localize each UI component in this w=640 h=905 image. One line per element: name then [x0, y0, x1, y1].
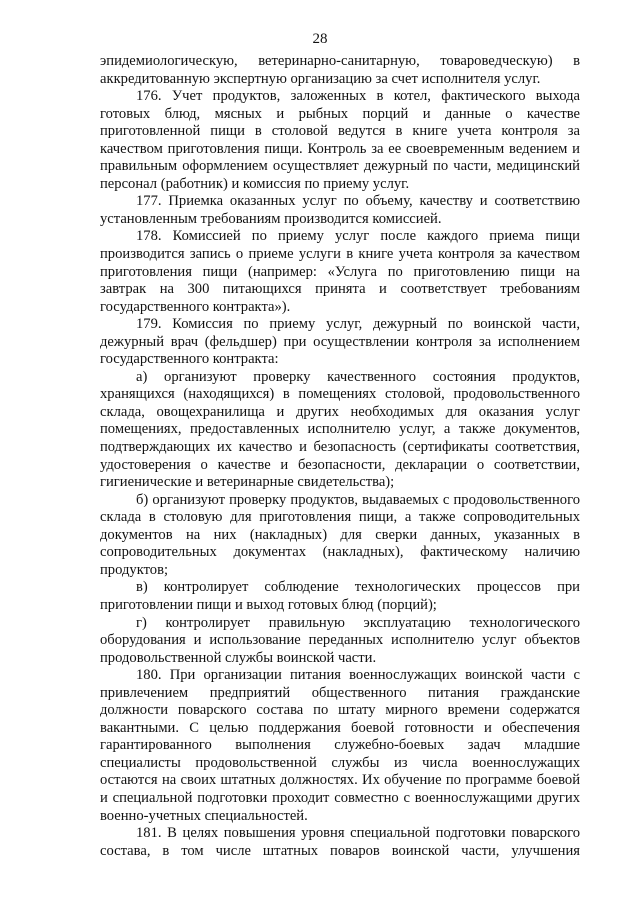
- page-number: 28: [312, 31, 328, 47]
- list-item-g: г) контролирует правильную эксплуатацию технологического оборудования и использование переданных исполнителю услуг объектов продовольственной службы воинской части.: [100, 614, 580, 666]
- paragraph-176: 176. Учет продуктов, заложенных в котел, фактического выхода готовых блюд, мясных и рыбных порций и данные о качестве приготовленной пищи в столовой ведутся в книге учета контроля за качеством приготовления пищи. Контроль за ее своевременным ведением и правильным оформлением осуществляет дежурный по части, медицинский персонал (работник) и комиссия по приему услуг.: [100, 88, 580, 192]
- paragraph-continuation: эпидемиологическую, ветеринарно-санитарную, товароведческую) в аккредитованную экспертную организацию за счет исполнителя услуг.: [100, 53, 580, 87]
- paragraph-178: 178. Комиссией по приему услуг после каждого приема пищи производится запись о приеме услуги в книге учета контроля за качеством приготовления пищи (например: «Услуга по приготовлению пищи на завтрак на 300 питающихся принята и соответствует требованиям государственного контракта»).: [100, 228, 580, 315]
- list-item-v: в) контролирует соблюдение технологических процессов при приготовлении пищи и выход готовых блюд (порций);: [100, 579, 580, 613]
- paragraph-179: 179. Комиссия по приему услуг, дежурный по воинской части, дежурный врач (фельдшер) при осуществлении контроля за исполнением государственного контракта:: [100, 316, 580, 368]
- paragraph-180: 180. При организации питания военнослужащих воинской части с привлечением предприятий общественного питания гражданские должности поварского состава по штату мирного времени содержатся вакантными. С целью поддержания боевой готовности и обеспечения гарантированного выполнения служебно-боевых задач младшие специалисты продовольственной службы из числа военнослужащих остаются на своих штатных должностях. Их обучение по программе боевой и специальной подготовки проходит совместно с военнослужащими других военно-учетных специальностей.: [100, 667, 580, 824]
- list-item-a: а) организуют проверку качественного состояния продуктов, хранящихся (находящихся) в помещениях столовой, продовольственного склада, овощехранилища и других необходимых для оказания услуг помещениях, предоставленных исполнителю услуг, а также документов, подтверждающих их качество и безопасность (сертификаты соответствия, удостоверения о качестве и безопасности, декларации о соответствии, гигиенические и ветеринарные свидетельства);: [100, 368, 580, 491]
- paragraph-181: 181. В целях повышения уровня специальной подготовки поварского состава, в том числе штатных поваров воинской части, улучшения: [100, 825, 580, 859]
- list-item-b: б) организуют проверку продуктов, выдаваемых с продовольственного склада в столовую для приготовления пищи, а также сопроводительных документов на них (накладных) для сверки данных, указанных в сопроводительных документах (накладных), фактическому наличию продуктов;: [100, 491, 580, 578]
- document-body: [100, 53, 580, 860]
- paragraph-177: 177. Приемка оказанных услуг по объему, качеству и соответствию установленным требованиям производится комиссией.: [100, 193, 580, 227]
